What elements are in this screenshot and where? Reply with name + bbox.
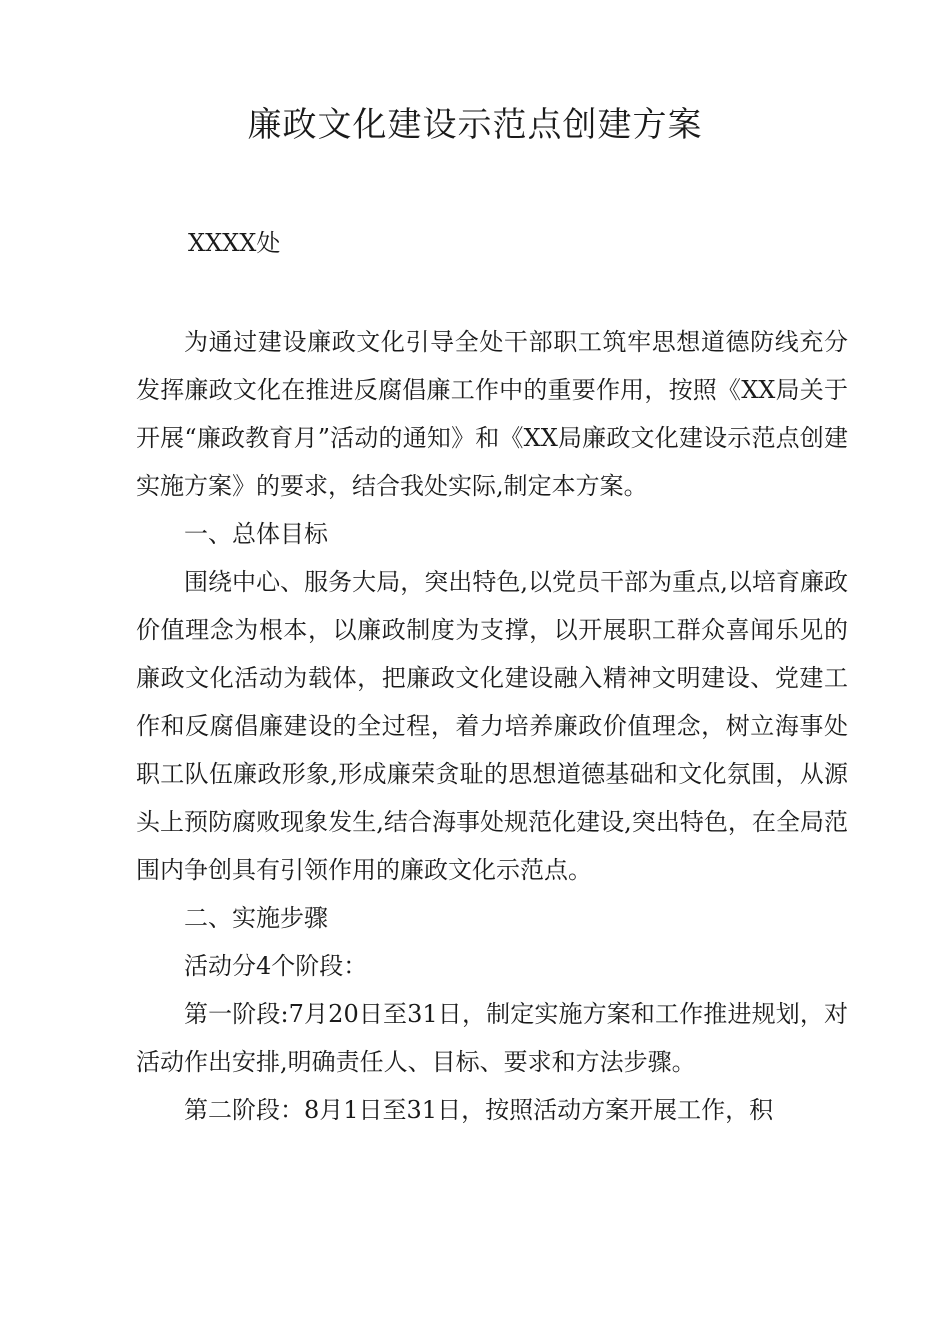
- stage-two-paragraph: 第二阶段：8月1日至31日，按照活动方案开展工作，积: [184, 1096, 774, 1124]
- section-heading-goals: 一、总体目标: [184, 520, 328, 548]
- goals-paragraph: 围绕中心、服务大局，突出特色,以党员干部为重点,以培育廉政价值理念为根本，以廉政制度为支撑，以开展职工群众喜闻乐见的廉政文化活动为载体，把廉政文化建设融入精神文明建设、党建工作和反腐倡廉建设的全过程，着力培养廉政价值理念，树立海事处职工队伍廉政形象,形成廉荣贪耻的思想道德基础和文化氛围，从源头上预防腐败现象发生,结合海事处规范化建设,突出特色，在全局范围内争创具有引领作用的廉政文化示范点。: [136, 568, 848, 884]
- document-body: [136, 318, 848, 1134]
- document-title: 廉政文化建设示范点创建方案: [247, 105, 703, 145]
- stage-one-paragraph: 第一阶段:7月20日至31日，制定实施方案和工作推进规划，对活动作出安排,明确责任人、目标、要求和方法步骤。: [136, 1000, 848, 1076]
- stages-intro: 活动分4个阶段：: [184, 952, 368, 980]
- section-heading-steps: 二、实施步骤: [184, 904, 328, 932]
- issuing-office: XXXX处: [188, 229, 281, 257]
- intro-paragraph: 为通过建设廉政文化引导全处干部职工筑牢思想道德防线充分发挥廉政文化在推进反腐倡廉工作中的重要作用，按照《XX局关于开展“廉政教育月”活动的通知》和《XX局廉政文化建设示范点创建实施方案》的要求，结合我处实际,制定本方案。: [136, 328, 848, 500]
